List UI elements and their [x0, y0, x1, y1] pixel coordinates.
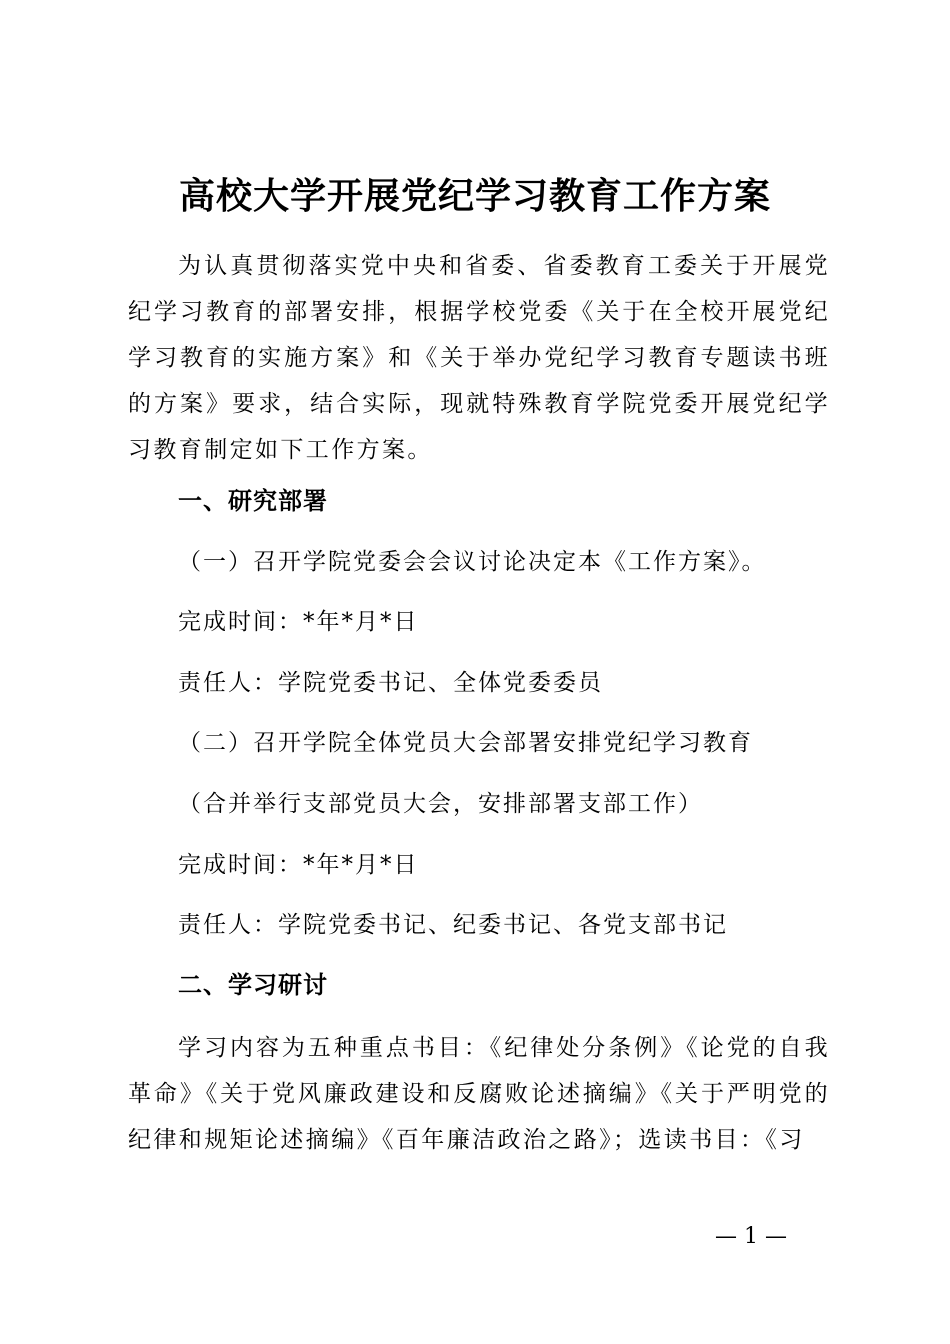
item-title-all-members-meeting: （二）召开学院全体党员大会部署安排党纪学习教育 [178, 730, 753, 756]
study-content-paragraph: 学习内容为五种重点书目：《纪律处分条例》《论党的自我革命》《关于党风廉政建设和反腐败论述摘编》《关于严明党的纪律和规矩论述摘编》《百年廉洁政治之路》；选读书目：《习 [128, 1035, 830, 1153]
page-number: — 1 — [715, 1224, 787, 1249]
item-completion-time: 完成时间：*年*月*日 [178, 609, 419, 635]
section-heading-research-deployment: 一、研究部署 [178, 487, 328, 515]
section-heading-study-discussion: 二、学习研讨 [178, 971, 328, 999]
item-title-party-committee-meeting: （一）召开学院党委会会议讨论决定本《工作方案》。 [178, 549, 767, 575]
item-responsible-person: 责任人：学院党委书记、纪委书记、各党支部书记 [178, 912, 728, 938]
item-note: （合并举行支部党员大会，安排部署支部工作） [178, 791, 703, 817]
item-responsible-person: 责任人：学院党委书记、全体党委委员 [178, 670, 603, 696]
document-title: 高校大学开展党纪学习教育工作方案 [178, 175, 771, 217]
item-completion-time: 完成时间：*年*月*日 [178, 852, 419, 878]
intro-paragraph: 为认真贯彻落实党中央和省委、省委教育工委关于开展党纪学习教育的部署安排，根据学校党委《关于在全校开展党纪学习教育的实施方案》和《关于举办党纪学习教育专题读书班的方案》要求，结合实际，现就特殊教育学院党委开展党纪学习教育制定如下工作方案。 [128, 253, 830, 463]
